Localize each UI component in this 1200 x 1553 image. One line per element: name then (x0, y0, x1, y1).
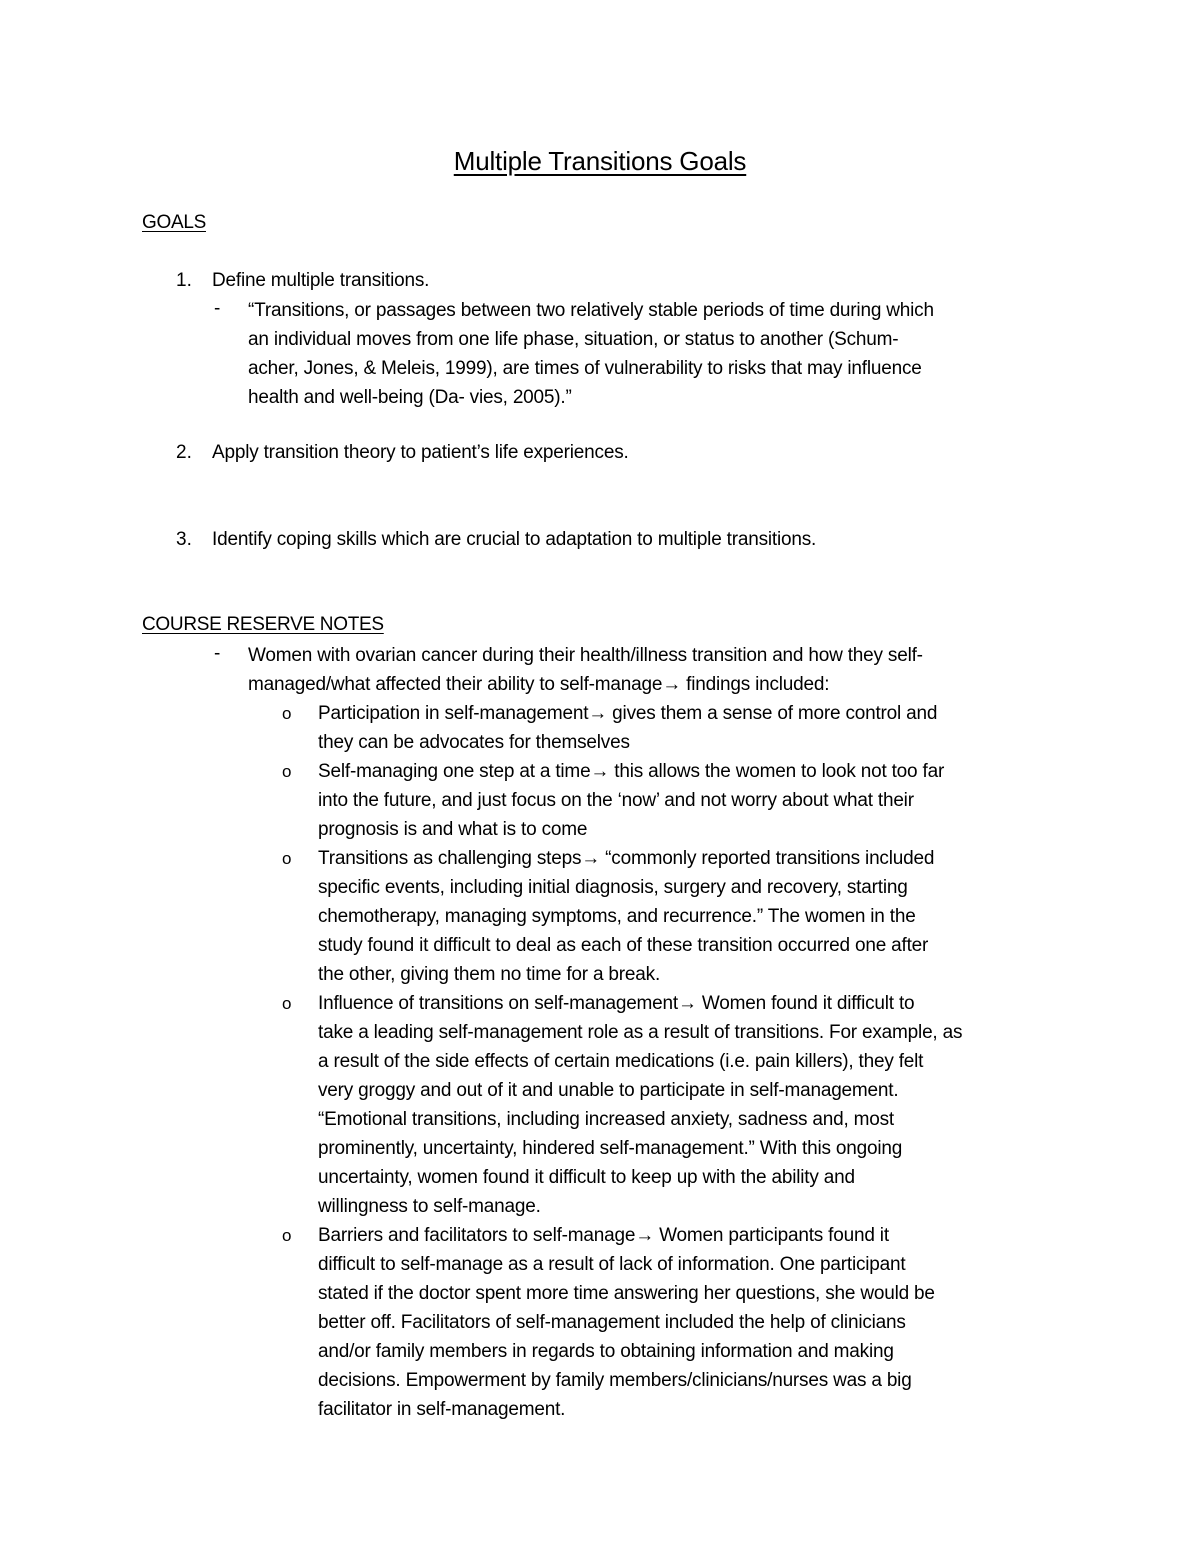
finding-line: difficult to self-manage as a result of lack of information. One participant (318, 1254, 906, 1275)
finding-2 (318, 757, 1078, 844)
finding-5 (318, 1221, 1078, 1424)
finding-4 (318, 989, 1078, 1221)
notes-intro (248, 641, 1078, 699)
finding-line: prominently, uncertainty, hindered self-management.” With this ongoing (318, 1138, 903, 1159)
goal-2-number: 2. (176, 442, 192, 463)
goal-3-number: 3. (176, 529, 192, 550)
finding-line: into the future, and just focus on the ‘now’ and not worry about what their (318, 790, 914, 811)
goal-1-number: 1. (176, 270, 192, 291)
finding-1 (318, 699, 1078, 757)
notes-marker: - (214, 643, 221, 664)
definition-line: health and well-being (Da- vies, 2005).” (248, 387, 572, 408)
definition-line: an individual moves from one life phase, situation, or status to another (Schum- (248, 329, 899, 350)
finding-line: uncertainty, women found it difficult to keep up with the ability and (318, 1167, 855, 1188)
finding-5-bullet: o (282, 1226, 292, 1245)
finding-line: chemotherapy, managing symptoms, and recurrence.” The women in the (318, 906, 916, 927)
finding-line: take a leading self-management role as a result of transitions. For example, as (318, 1022, 963, 1043)
page-title: Multiple Transitions Goals (453, 146, 747, 176)
finding-line: facilitator in self-management. (318, 1399, 566, 1420)
notes-intro-line: managed/what affected their ability to self-manage→ findings included: (248, 674, 830, 695)
finding-1-bullet: o (282, 704, 292, 723)
definition-line: acher, Jones, & Meleis, 1999), are times of vulnerability to risks that may influence (248, 358, 922, 379)
definition-line: “Transitions, or passages between two relatively stable periods of time during which (248, 300, 934, 321)
finding-line: study found it difficult to deal as each of these transition occurred one after (318, 935, 929, 956)
finding-line: Self-managing one step at a time→ this allows the women to look not too far (318, 761, 945, 782)
finding-line: and/or family members in regards to obtaining information and making (318, 1341, 894, 1362)
finding-line: stated if the doctor spent more time answering her questions, she would be (318, 1283, 935, 1304)
finding-line: prognosis is and what is to come (318, 819, 588, 840)
finding-line: Influence of transitions on self-management→ Women found it difficult to (318, 993, 915, 1014)
finding-line: Barriers and facilitators to self-manage→ Women participants found it (318, 1225, 889, 1246)
finding-line: “Emotional transitions, including increased anxiety, sadness and, most (318, 1109, 895, 1130)
notes-intro-line: Women with ovarian cancer during their health/illness transition and how they self- (248, 645, 923, 666)
goal-1-definition-quote (248, 296, 1078, 412)
finding-line: better off. Facilitators of self-management included the help of clinicians (318, 1312, 906, 1333)
finding-3 (318, 844, 1078, 989)
goal-1-detail-marker: - (214, 298, 221, 319)
finding-line: they can be advocates for themselves (318, 732, 630, 753)
finding-4-bullet: o (282, 994, 292, 1013)
goal-1-text: Define multiple transitions. (212, 270, 430, 291)
finding-line: Participation in self-management→ gives them a sense of more control and (318, 703, 938, 724)
finding-line: the other, giving them no time for a break. (318, 964, 661, 985)
finding-line: specific events, including initial diagnosis, surgery and recovery, starting (318, 877, 908, 898)
finding-line: willingness to self-manage. (318, 1196, 541, 1217)
goal-3-text: Identify coping skills which are crucial to adaptation to multiple transitions. (212, 529, 817, 550)
finding-3-bullet: o (282, 849, 292, 868)
goal-2-text: Apply transition theory to patient’s life experiences. (212, 442, 629, 463)
finding-line: a result of the side effects of certain medications (i.e. pain killers), they felt (318, 1051, 924, 1072)
finding-line: decisions. Empowerment by family members/clinicians/nurses was a big (318, 1370, 912, 1391)
finding-line: Transitions as challenging steps→ “commonly reported transitions included (318, 848, 935, 869)
finding-2-bullet: o (282, 762, 292, 781)
course-reserve-notes-heading: COURSE RESERVE NOTES (142, 614, 384, 635)
finding-line: very groggy and out of it and unable to participate in self-management. (318, 1080, 899, 1101)
goals-heading: GOALS (142, 212, 206, 233)
